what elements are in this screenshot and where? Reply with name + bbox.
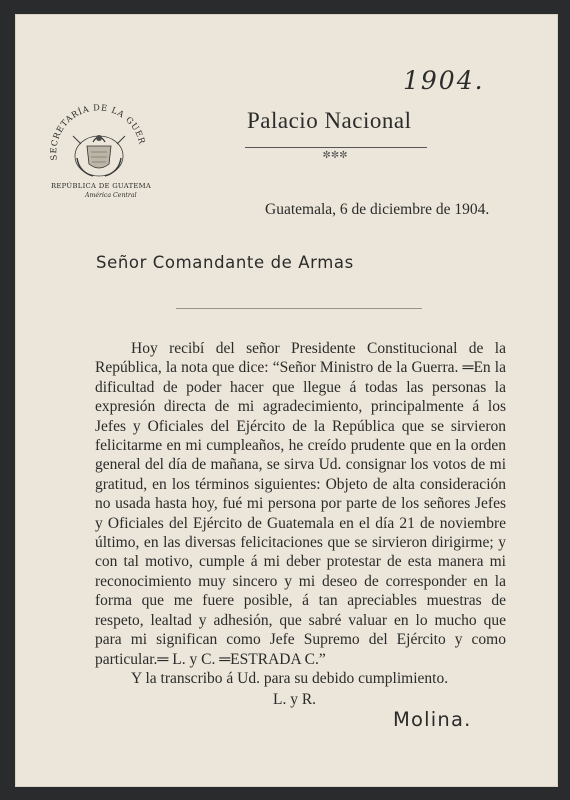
ministry-seal <box>43 102 151 207</box>
letterhead-rule <box>245 147 427 148</box>
letter-sheet <box>15 14 558 787</box>
divider <box>176 308 422 309</box>
seal-emblem-icon <box>43 102 151 207</box>
signature: Molina. <box>393 708 472 731</box>
svg-text:REPÚBLICA DE GUATEMALA: REPÚBLICA DE GUATEMALA <box>51 182 151 190</box>
svg-text:SECRETARÍA DE LA GUERRA: SECRETARÍA DE LA GUER <box>48 102 148 161</box>
body-paragraph: Hoy recibí del señor Presidente Constitucional de la República, la nota que dice: “Señor Ministro de la Guerra. ═En la dificultad de poder hacer que llegue á todas las personas la expresión directa de mi agradecimiento, principalmente á los Jefes y Oficiales del Ejército de la República que se sirvieron felicitarme en mi cumpleaños, he creído prudente que en la orden general del día de mañana, se sirva Ud. consignar los votos de mi gratitud, en los términos siguientes: Objeto de alta consideración no usada hasta hoy, fué mi persona por parte de los señores Jefes y Oficiales del Ejército de Guatemala en el día 21 de noviembre último, en las diversas felicitaciones que se sirvieron dirigirme; y con tal motivo, cumple á mi deber protestar de esta manera mi reconocimiento muy sincero y mi deseo de corresponder en la forma que me fuere posible, á tan apreciables muestras de respeto, lealtad y adhesión, que sabré valuar en lo mucho que para mi significan como Jefe Supremo del Ejército y como particular.═ L. y C. ═ESTRADA C.” <box>95 340 506 668</box>
addressee: Señor Comandante de Armas <box>96 253 354 272</box>
letter-body <box>95 339 506 688</box>
closing-line: Y la transcribo á Ud. para su debido cumplimiento. <box>131 669 449 687</box>
place-and-date: Guatemala, 6 de diciembre de 1904. <box>265 201 490 218</box>
handwritten-year: 1904. <box>403 66 485 95</box>
letterhead-title: Palacio Nacional <box>247 108 412 133</box>
initials: L. y R. <box>273 691 317 708</box>
svg-text:América Central: América Central <box>85 192 137 199</box>
ornament-icon: ✼✼✼ <box>322 150 348 161</box>
